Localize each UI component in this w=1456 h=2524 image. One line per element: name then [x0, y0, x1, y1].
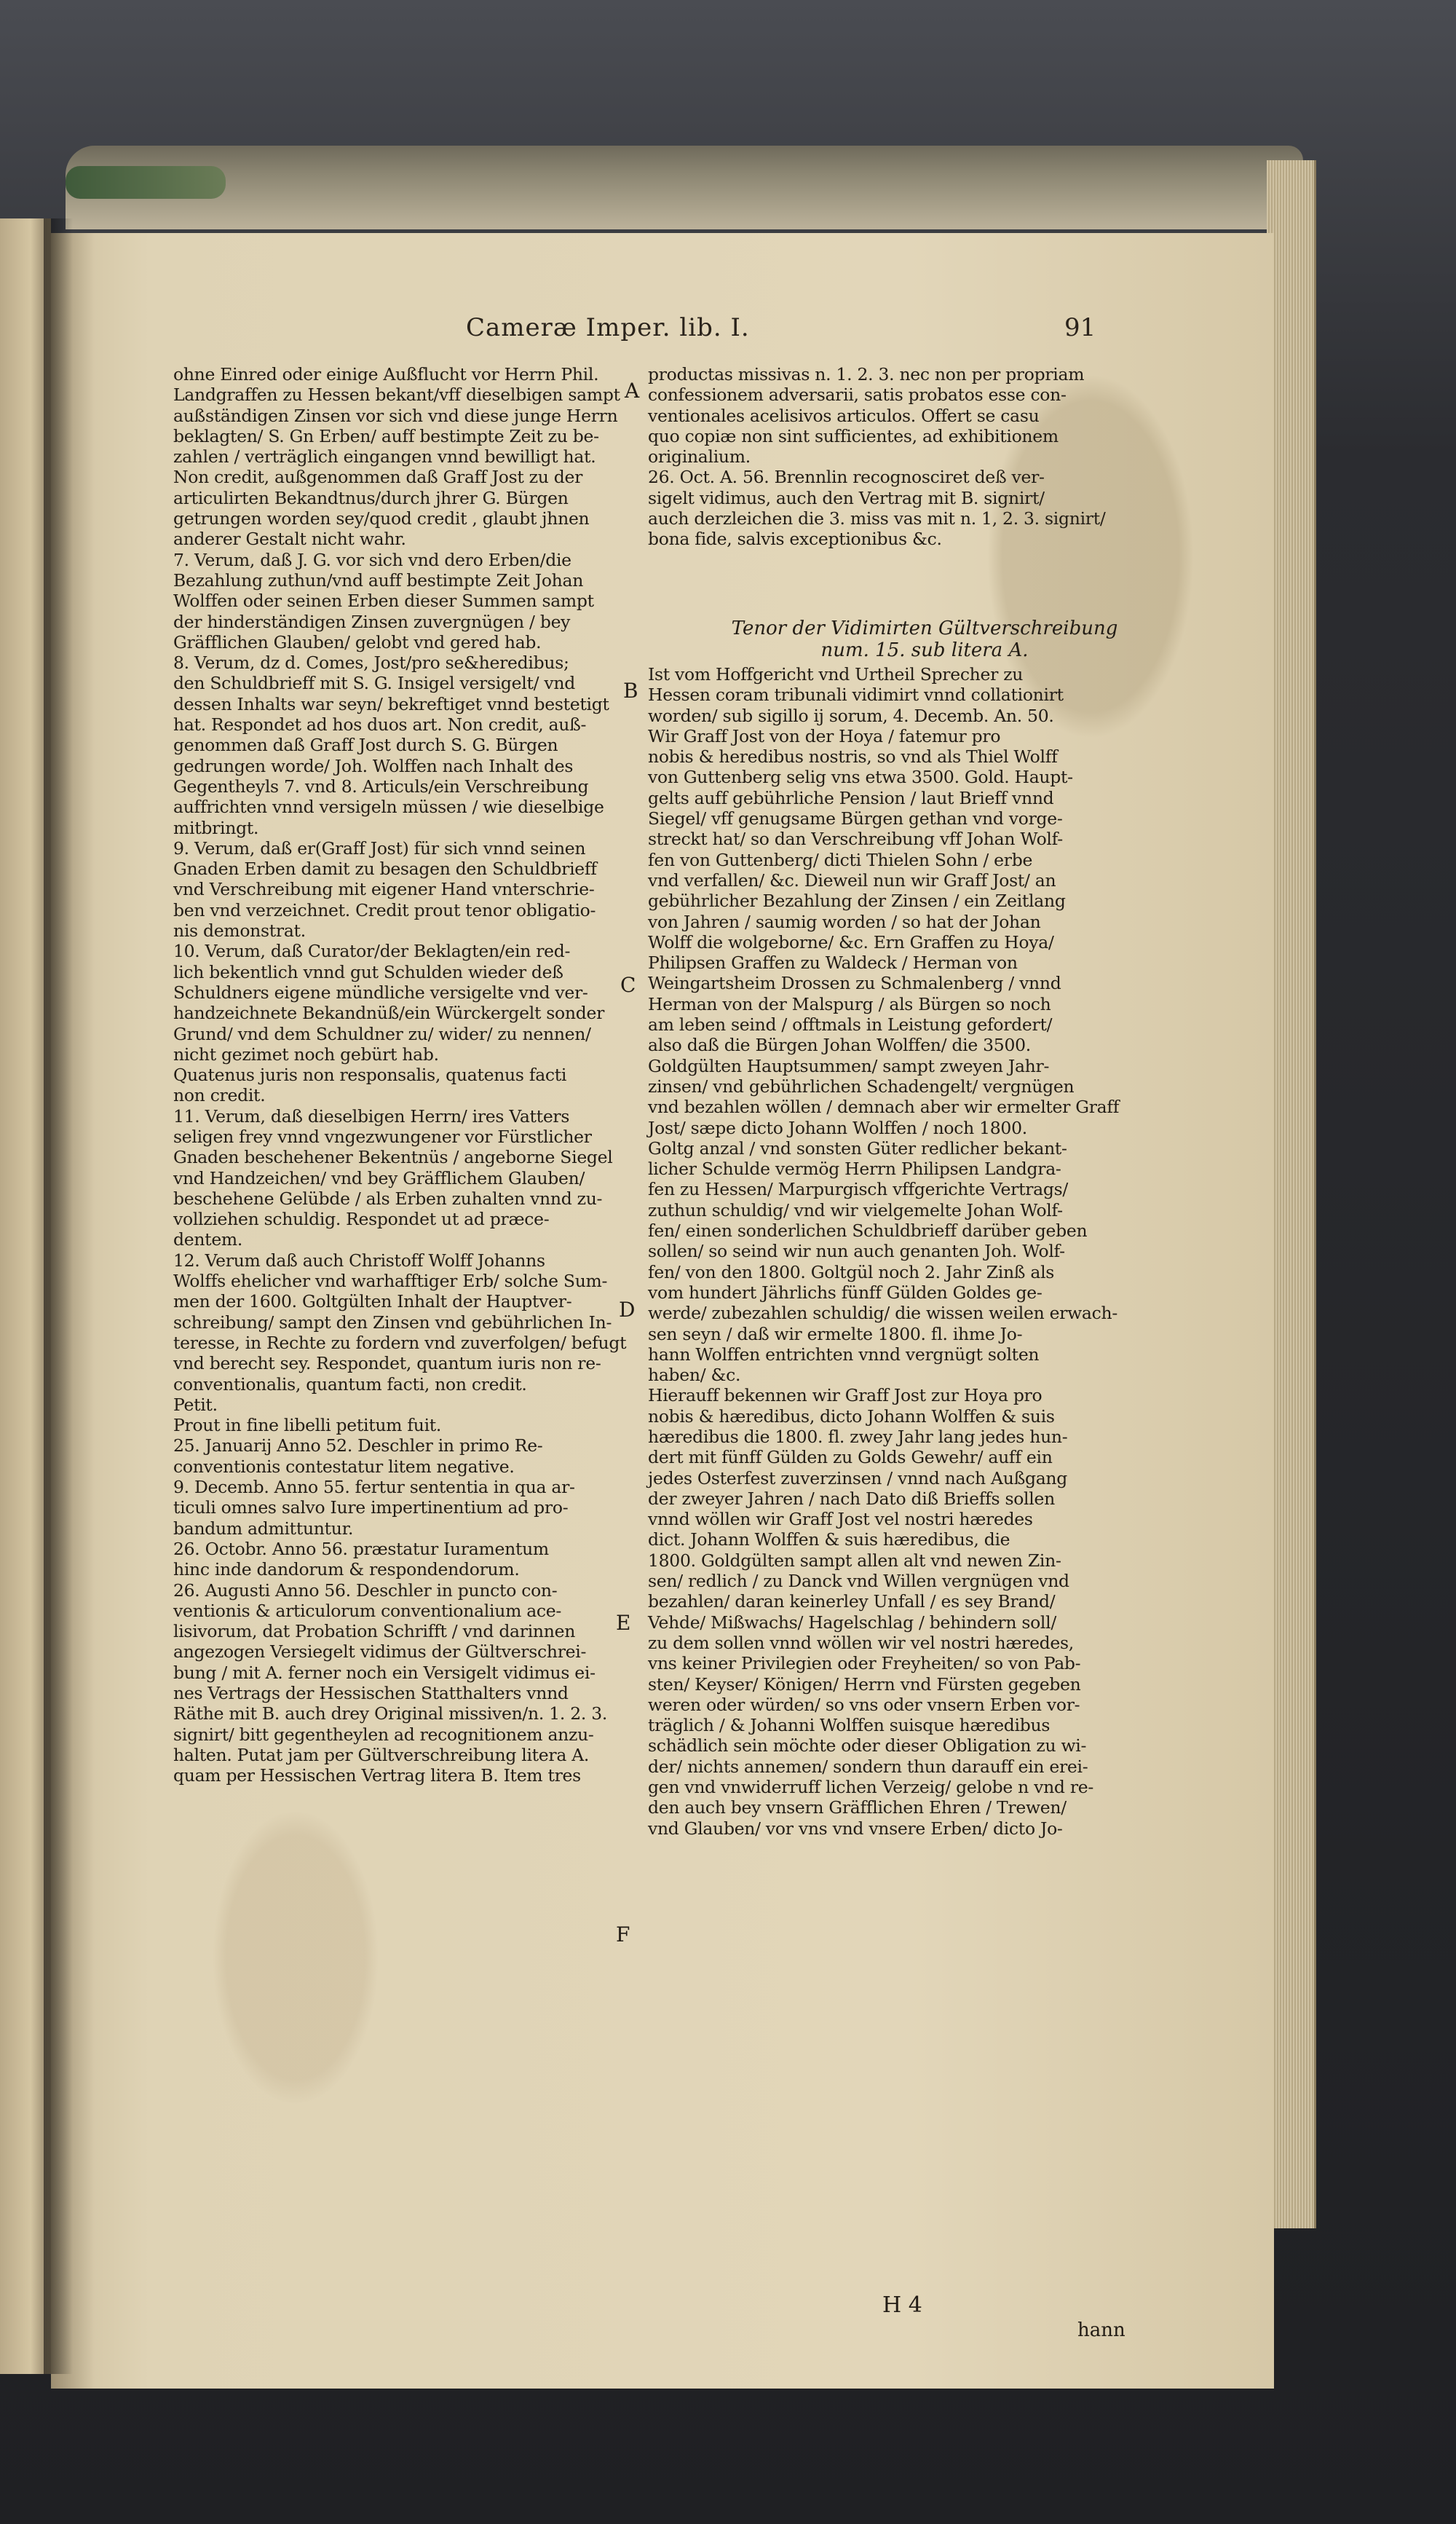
- text-line: ohne Einred oder einige Außflucht vor Herrn Phil.: [173, 364, 599, 384]
- text-line: von Guttenberg selig vns etwa 3500. Gold. Haupt-: [648, 767, 1073, 788]
- text-line: handzeichnete Bekandnüß/ein Würckergelt sonder: [173, 1003, 605, 1024]
- text-line: worden/ sub sigillo ij sorum, 4. Decemb. An. 50.: [648, 705, 1054, 726]
- text-line: Schuldners eigene mündliche versigelte vnd ver-: [173, 982, 588, 1003]
- text-line: Hessen coram tribunali vidimirt vnnd collationirt: [648, 685, 1064, 706]
- text-line: sten/ Keyser/ Königen/ Herrn vnd Fürsten gegeben: [648, 1673, 1081, 1695]
- text-line: gen vnd vnwiderruff lichen Verzeig/ gelobe n vnd re-: [648, 1777, 1094, 1798]
- text-line: Wir Graff Jost von der Hoya / fatemur pro: [648, 725, 1001, 746]
- page-number: 91: [1064, 313, 1096, 342]
- text-line: nis demonstrat.: [173, 920, 306, 942]
- text-line: Gegentheyls 7. vnd 8. Articuls/ein Verschreibung: [173, 776, 589, 797]
- text-line: nobis & hæredibus, dicto Johann Wolffen & suis: [648, 1405, 1055, 1427]
- text-line: vnd verfallen/ &c. Dieweil nun wir Graff Jost/ an: [648, 869, 1056, 891]
- text-line: Räthe mit B. auch drey Original missiven/n. 1. 2. 3.: [173, 1703, 608, 1724]
- text-line: dert mit fünff Gülden zu Golds Gewehr/ auff ein: [648, 1447, 1053, 1468]
- binding-shadow: [44, 218, 73, 2374]
- text-line: zinsen/ vnd gebührlichen Schadengelt/ vergnügen: [648, 1076, 1075, 1097]
- text-line: vnd Glauben/ vor vns vnd vnsere Erben/ dicto Jo-: [648, 1818, 1063, 1839]
- text-line: 26. Octobr. Anno 56. præstatur Iuramentum: [173, 1538, 549, 1559]
- text-line: fen/ einen sonderlichen Schuldbrieff darüber geben: [648, 1220, 1088, 1242]
- text-line: fen von Guttenberg/ dicti Thielen Sohn / erbe: [648, 849, 1033, 870]
- text-line: bona fide, salvis exceptionibus &c.: [648, 529, 942, 550]
- text-line: hann Wolffen entrichten vnnd vergnügt solten: [648, 1344, 1040, 1365]
- text-line: Petit.: [173, 1394, 218, 1415]
- text-line: beschehene Gelübde / als Erben zuhalten vnnd zu-: [173, 1188, 603, 1209]
- text-line: 7. Verum, daß J. G. vor sich vnd dero Erben/die: [173, 549, 571, 570]
- text-line: 10. Verum, daß Curator/der Beklagten/ein red-: [173, 941, 571, 962]
- text-line: streckt hat/ so dan Verschreibung vff Johan Wolf-: [648, 829, 1063, 850]
- text-line: träglich / & Johanni Wolffen suisque hæredibus: [648, 1715, 1051, 1736]
- running-title: Cameræ Imper. lib. I.: [466, 313, 750, 342]
- text-line: Weingartsheim Drossen zu Schmalenberg / vnnd: [648, 973, 1061, 994]
- text-line: Philipsen Graffen zu Waldeck / Herman von: [648, 953, 1018, 974]
- text-line: Prout in fine libelli petitum fuit.: [173, 1415, 442, 1436]
- text-line: Gräfflichen Glauben/ gelobt vnd gered hab.: [173, 631, 542, 652]
- book-top-edge: [66, 146, 1303, 229]
- text-line: 25. Januarij Anno 52. Deschler in primo Re-: [173, 1435, 543, 1456]
- text-line: productas missivas n. 1. 2. 3. nec non per propriam: [648, 364, 1085, 384]
- text-line: teresse, in Rechte zu fordern vnd zuverfolgen/ befugt: [173, 1332, 627, 1353]
- text-line: Gnaden beschehener Bekentnüs / angeborne Siegel: [173, 1147, 613, 1168]
- text-line: Non credit, außgenommen daß Graff Jost zu der: [173, 467, 583, 488]
- text-line: auffrichten vnnd versigeln müssen / wie dieselbige: [173, 797, 604, 818]
- text-line: quam per Hessischen Vertrag litera B. Item tres: [173, 1765, 581, 1786]
- text-line: ticuli omnes salvo Iure impertinentium ad pro-: [173, 1497, 569, 1518]
- text-line: seligen frey vnnd vngezwungener vor Fürstlicher: [173, 1126, 592, 1147]
- text-line: 9. Verum, daß er(Graff Jost) für sich vnnd seinen: [173, 837, 586, 859]
- text-line: 1800. Goldgülten sampt allen alt vnd newen Zin-: [648, 1550, 1061, 1571]
- text-line: gelts auff gebührliche Pension / laut Brieff vnnd: [648, 787, 1054, 808]
- text-line: weren oder würden/ so vns oder vnsern Erben vor-: [648, 1694, 1080, 1715]
- text-line: vollziehen schuldig. Respondet ut ad præce-: [173, 1209, 550, 1230]
- text-line: 12. Verum daß auch Christoff Wolff Johanns: [173, 1250, 545, 1271]
- text-line: Wolffs ehelicher vnd warhafftiger Erb/ solche Sum-: [173, 1271, 608, 1292]
- text-line: halten. Putat jam per Gültverschreibung litera A.: [173, 1744, 590, 1765]
- text-line: anderer Gestalt nicht wahr.: [173, 529, 406, 550]
- text-line: also daß die Bürgen Johan Wolffen/ die 3500.: [648, 1035, 1031, 1056]
- text-line: schreibung/ sampt den Zinsen vnd gebührlichen In-: [173, 1312, 612, 1333]
- text-line: dict. Johann Wolffen & suis hæredibus, die: [648, 1529, 1010, 1550]
- text-line: sen seyn / daß wir ermelte 1800. fl. ihme Jo-: [648, 1323, 1023, 1344]
- text-line: Gnaden Erben damit zu besagen den Schuldbrieff: [173, 859, 597, 880]
- text-line: Landgraffen zu Hessen bekant/vff dieselbigen sampt: [173, 384, 620, 406]
- text-line: bandum admittuntur.: [173, 1518, 354, 1539]
- text-line: Wolffen oder seinen Erben dieser Summen sampt: [173, 591, 594, 612]
- text-line: signirt/ bitt gegentheylen ad recognitionem anzu-: [173, 1724, 594, 1745]
- text-line: bezahlen/ daran keinerley Unfall / es sey Brand/: [648, 1591, 1056, 1612]
- catchword: hann: [1077, 2319, 1125, 2341]
- margin-letter-b: B: [623, 679, 638, 703]
- text-line: Goldgülten Hauptsummen/ sampt zweyen Jahr-: [648, 1055, 1050, 1076]
- text-line: dessen Inhalts war seyn/ bekreftiget vnnd bestetigt: [173, 693, 609, 714]
- text-line: gedrungen worde/ Joh. Wolffen nach Inhalt des: [173, 755, 574, 776]
- text-line: 11. Verum, daß dieselbigen Herrn/ ires Vatters: [173, 1105, 570, 1127]
- text-line: nes Vertrags der Hessischen Statthalters vnnd: [173, 1683, 569, 1703]
- text-line: articulirten Bekandtnus/durch jhrer G. Bürgen: [173, 487, 569, 508]
- text-line: Siegel/ vff genugsame Bürgen gethan vnd vorge-: [648, 808, 1063, 829]
- text-line: licher Schulde vermög Herrn Philipsen Landgra-: [648, 1159, 1061, 1180]
- text-line: nobis & heredibus nostris, so vnd als Thiel Wolff: [648, 746, 1058, 768]
- text-line: nicht gezimet noch gebürt hab.: [173, 1044, 439, 1065]
- text-line: ventionis & articulorum conventionalium ace-: [173, 1600, 562, 1621]
- text-line: vnd Verschreibung mit eigener Hand vnterschrie-: [173, 879, 595, 900]
- text-line: lisivorum, dat Probation Schrifft / vnd darinnen: [173, 1621, 576, 1642]
- bookmark-ribbon: [66, 166, 226, 199]
- text-line: conventionalis, quantum facti, non credit.: [173, 1373, 527, 1395]
- text-line: dentem.: [173, 1229, 243, 1250]
- text-line: ben vnd verzeichnet. Credit prout tenor obligatio-: [173, 899, 596, 920]
- text-line: Wolff die wolgeborne/ &c. Ern Graffen zu Hoya/: [648, 931, 1054, 953]
- text-line: vom hundert Jährlichs fünff Gülden Goldes ge-: [648, 1282, 1042, 1303]
- text-line: vns keiner Privilegien oder Freyheiten/ so von Pab-: [648, 1653, 1081, 1674]
- text-line: 26. Augusti Anno 56. Deschler in puncto con-: [173, 1580, 558, 1601]
- text-line: Hierauff bekennen wir Graff Jost zur Hoya pro: [648, 1385, 1042, 1406]
- text-line: der zweyer Jahren / nach Dato diß Brieffs sollen: [648, 1488, 1055, 1509]
- margin-letter-c: C: [620, 973, 636, 997]
- text-line: hæredibus die 1800. fl. zwey Jahr lang jedes hun-: [648, 1426, 1068, 1447]
- text-line: auch derzleichen die 3. miss vas mit n. 1, 2. 3. signirt/: [648, 508, 1106, 529]
- tenor-heading: Tenor der Vidimirten Gültverschreibung num. 15. sub litera A.: [731, 618, 1118, 661]
- left-text-column: [173, 364, 639, 1786]
- text-line: von Jahren / saumig worden / so hat der Johan: [648, 911, 1041, 932]
- margin-letter-e: E: [616, 1611, 631, 1635]
- text-line: 8. Verum, dz d. Comes, Jost/pro se&heredibus;: [173, 652, 569, 674]
- text-line: vnd berecht sey. Respondet, quantum iuris non re-: [173, 1353, 601, 1374]
- text-line: vnd Handzeichen/ vnd bey Gräfflichem Glauben/: [173, 1167, 585, 1188]
- text-line: vnd bezahlen wöllen / demnach aber wir ermelter Graff: [648, 1097, 1120, 1118]
- text-line: Ist vom Hoffgericht vnd Urtheil Sprecher zu: [648, 664, 1024, 685]
- text-line: der/ nichts annemen/ sondern thun darauff ein erei-: [648, 1756, 1088, 1777]
- text-line: fen zu Hessen/ Marpurgisch vffgerichte Vertrags/: [648, 1179, 1069, 1200]
- text-line: men der 1600. Goltgülten Inhalt der Hauptver-: [173, 1291, 572, 1312]
- text-line: den Schuldbrieff mit S. G. Insigel versigelt/ vnd: [173, 673, 575, 694]
- text-line: den auch bey vnsern Gräfflichen Ehren / Trewen/: [648, 1797, 1067, 1818]
- text-line: quo copiæ non sint sufficientes, ad exhibitionem: [648, 425, 1059, 446]
- text-line: Vehde/ Mißwachs/ Hagelschlag / behindern soll/: [648, 1612, 1056, 1633]
- page-stack-edge: [1267, 160, 1316, 2228]
- text-line: genommen daß Graff Jost durch S. G. Bürgen: [173, 735, 558, 756]
- text-line: zuthun schuldig/ vnd wir vielgemelte Johan Wolf-: [648, 1199, 1063, 1220]
- text-line: Quatenus juris non responsalis, quatenus facti: [173, 1065, 567, 1086]
- text-line: confessionem adversarii, satis probatos esse con-: [648, 384, 1067, 406]
- right-text-column-top: [648, 364, 1107, 550]
- text-line: sen/ redlich / zu Danck vnd Willen vergnügen vnd: [648, 1571, 1069, 1592]
- text-line: Bezahlung zuthun/vnd auff bestimpte Zeit Johan: [173, 569, 584, 591]
- text-line: werde/ zubezahlen schuldig/ die wissen weilen erwach-: [648, 1303, 1117, 1324]
- text-line: zahlen / verträglich eingangen vnnd bewilligt hat.: [173, 446, 596, 468]
- text-line: außständigen Zinsen vor sich vnd diese junge Herrn: [173, 405, 618, 426]
- text-line: Goltg anzal / vnd sonsten Güter redlicher bekant-: [648, 1137, 1067, 1159]
- text-line: Jost/ sæpe dicto Johann Wolffen / noch 1800.: [648, 1117, 1027, 1138]
- page-header: [0, 313, 1456, 357]
- text-line: originalium.: [648, 446, 751, 468]
- margin-letter-a: A: [625, 379, 640, 403]
- text-line: der hinderständigen Zinsen zuvergnügen / bey: [173, 611, 571, 632]
- right-text-column-bottom: [648, 664, 1120, 1839]
- text-line: mitbringt.: [173, 817, 259, 838]
- text-line: haben/ &c.: [648, 1365, 741, 1386]
- text-line: vnnd wöllen wir Graff Jost vel nostri hæredes: [648, 1509, 1033, 1530]
- text-line: zu dem sollen vnnd wöllen wir vel nostri hæredes,: [648, 1632, 1074, 1653]
- margin-letter-f: F: [616, 1922, 630, 1947]
- text-line: ventionales acelisivos articulos. Offert se casu: [648, 405, 1040, 426]
- text-line: getrungen worden sey/quod credit , glaubt jhnen: [173, 508, 590, 529]
- text-line: hinc inde dandorum & respondendorum.: [173, 1559, 520, 1580]
- signature-mark: H 4: [882, 2292, 922, 2318]
- text-line: angezogen Versiegelt vidimus der Gültverschrei-: [173, 1641, 587, 1663]
- text-line: conventionis contestatur litem negative.: [173, 1456, 515, 1477]
- text-line: 26. Oct. A. 56. Brennlin recognosciret deß ver-: [648, 467, 1045, 488]
- text-line: non credit.: [173, 1085, 266, 1106]
- text-line: bung / mit A. ferner noch ein Versigelt vidimus ei-: [173, 1662, 596, 1683]
- text-line: 9. Decemb. Anno 55. fertur sententia in qua ar-: [173, 1477, 575, 1498]
- text-line: hat. Respondet ad hos duos art. Non credit, auß-: [173, 714, 587, 735]
- text-line: lich bekentlich vnnd gut Schulden wieder deß: [173, 961, 563, 982]
- text-line: sollen/ so seind wir nun auch genanten Joh. Wolf-: [648, 1241, 1065, 1262]
- text-line: fen/ von den 1800. Goltgül noch 2. Jahr Zinß als: [648, 1261, 1055, 1282]
- margin-letter-d: D: [619, 1298, 636, 1322]
- text-line: jedes Osterfest zuverzinsen / vnnd nach Außgang: [648, 1467, 1067, 1488]
- text-line: schädlich sein möchte oder dieser Obligation zu wi-: [648, 1735, 1087, 1756]
- text-line: Herman von der Malspurg / als Bürgen so noch: [648, 993, 1051, 1014]
- text-line: Grund/ vnd dem Schuldner zu/ wider/ zu nennen/: [173, 1023, 591, 1044]
- text-line: gebührlicher Bezahlung der Zinsen / ein Zeitlang: [648, 891, 1066, 912]
- text-line: beklagten/ S. Gn Erben/ auff bestimpte Zeit zu be-: [173, 425, 599, 446]
- text-line: am leben seind / offtmals in Leistung gefordert/: [648, 1014, 1053, 1036]
- text-line: sigelt vidimus, auch den Vertrag mit B. signirt/: [648, 487, 1045, 508]
